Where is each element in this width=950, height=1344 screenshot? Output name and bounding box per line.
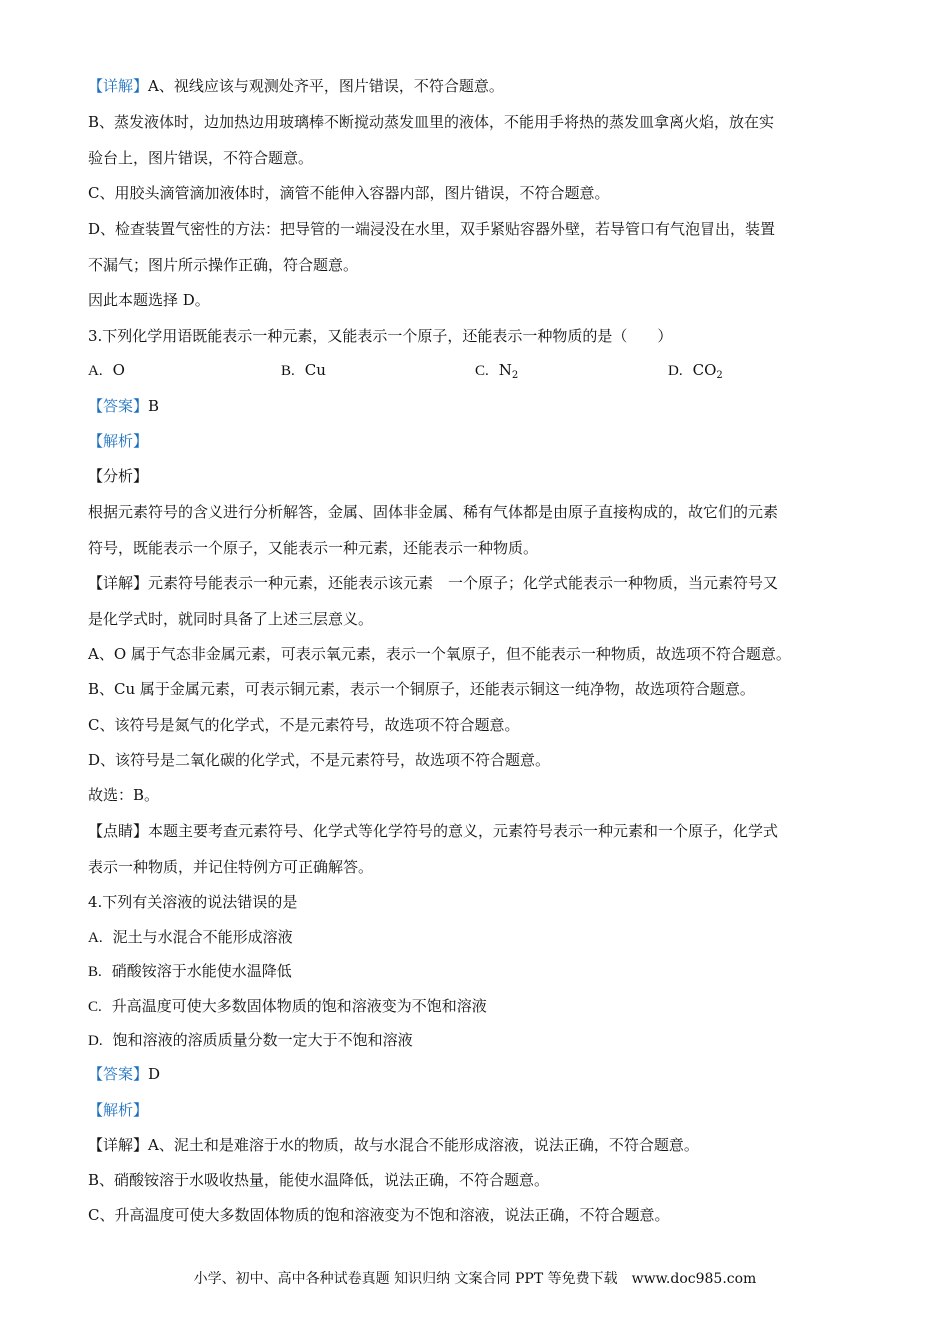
question-3-stem: 3.下列化学用语既能表示一种元素，又能表示一个原子，还能表示一种物质的是（ ） [88, 327, 673, 345]
option-b: B. Cu [281, 361, 326, 379]
detail-tag: 【详解】 [88, 77, 149, 95]
option-b: B. 硝酸铵溶于水能使水温降低 [88, 962, 292, 980]
text-line: 不漏气；图片所示操作正确，符合题意。 [88, 256, 359, 274]
question-4-stem: 4.下列有关溶液的说法错误的是 [88, 893, 298, 911]
option-d: D. $CO_2$ [668, 361, 723, 381]
text-line: A、O 属于气态非金属元素，可表示氧元素，表示一个氧原子，但不能表示一种物质，故选项不符合题意。 [88, 645, 791, 663]
answer-value: B [148, 397, 160, 415]
text-line: D、检查装置气密性的方法：把导管的一端浸没在水里，双手紧贴容器外壁，若导管口有气泡冒出，装置 [88, 220, 776, 238]
text-line: 因此本题选择 D。 [88, 291, 210, 309]
text-line: D、该符号是二氧化碳的化学式，不是元素符号，故选项不符合题意。 [88, 751, 551, 769]
answer-line [88, 396, 159, 416]
conclusion-line: 故选：B。 [88, 786, 160, 804]
question-3-options [88, 360, 888, 380]
text-line: B、硝酸铵溶于水吸收热量，能使水温降低，说法正确，不符合题意。 [88, 1171, 550, 1189]
text-line: C、用胶头滴管滴加液体时，滴管不能伸入容器内部，图片错误，不符合题意。 [88, 184, 610, 202]
text-line: 根据元素符号的含义进行分析解答，金属、固体非金属、稀有气体都是由原子直接构成的，故它们的元素 [88, 503, 779, 521]
text-line: 表示一种物质，并记住特例方可正确解答。 [88, 858, 374, 876]
analysis-tag: 【解析】 [88, 1101, 149, 1119]
text-line: 是化学式时，就同时具备了上述三层意义。 [88, 610, 374, 628]
detail-line: 【详解】A、视线应该与观测处齐平，图片错误，不符合题意。 [88, 77, 504, 95]
text-line: 符号，既能表示一个原子，又能表示一种元素，还能表示一种物质。 [88, 539, 539, 557]
fenxi-tag: 【分析】 [88, 467, 149, 485]
option-a: A. O [88, 361, 125, 379]
text-line: B、蒸发液体时，边加热边用玻璃棒不断搅动蒸发皿里的液体，不能用手将热的蒸发皿拿离火焰，放在实 [88, 113, 775, 131]
text-line: C、该符号是氮气的化学式，不是元素符号，故选项不符合题意。 [88, 716, 520, 734]
text-line: C、升高温度可使大多数固体物质的饱和溶液变为不饱和溶液，说法正确，不符合题意。 [88, 1206, 670, 1224]
text-line: 验台上，图片错误，不符合题意。 [88, 149, 314, 167]
analysis-tag: 【解析】 [88, 432, 149, 450]
option-a: A. 泥土与水混合不能形成溶液 [88, 928, 293, 946]
page-footer: 小学、初中、高中各种试卷真题 知识归纳 文案合同 PPT 等免费下载 www.doc985.com [193, 1271, 757, 1287]
text-line: B、Cu 属于金属元素，可表示铜元素，表示一个铜原子，还能表示铜这一纯净物，故选项符合题意。 [88, 680, 755, 698]
detail-line: 【详解】A、泥土和是难溶于水的物质，故与水混合不能形成溶液，说法正确，不符合题意。 [88, 1136, 699, 1154]
answer-tag: 【答案】 [88, 1065, 149, 1083]
answer-line [88, 1064, 160, 1084]
option-c: C. $N_2$ [475, 361, 519, 381]
comment-line: 【点睛】本题主要考查元素符号、化学式等化学符号的意义，元素符号表示一种元素和一个原子，化学式 [88, 822, 779, 840]
detail-line: 【详解】元素符号能表示一种元素，还能表示该元素 一个原子；化学式能表示一种物质，当元素符号又 [88, 574, 779, 592]
answer-tag: 【答案】 [88, 397, 149, 415]
option-d: D. 饱和溶液的溶质质量分数一定大于不饱和溶液 [88, 1031, 413, 1049]
option-c: C. 升高温度可使大多数固体物质的饱和溶液变为不饱和溶液 [88, 997, 487, 1015]
answer-value: D [148, 1065, 161, 1083]
